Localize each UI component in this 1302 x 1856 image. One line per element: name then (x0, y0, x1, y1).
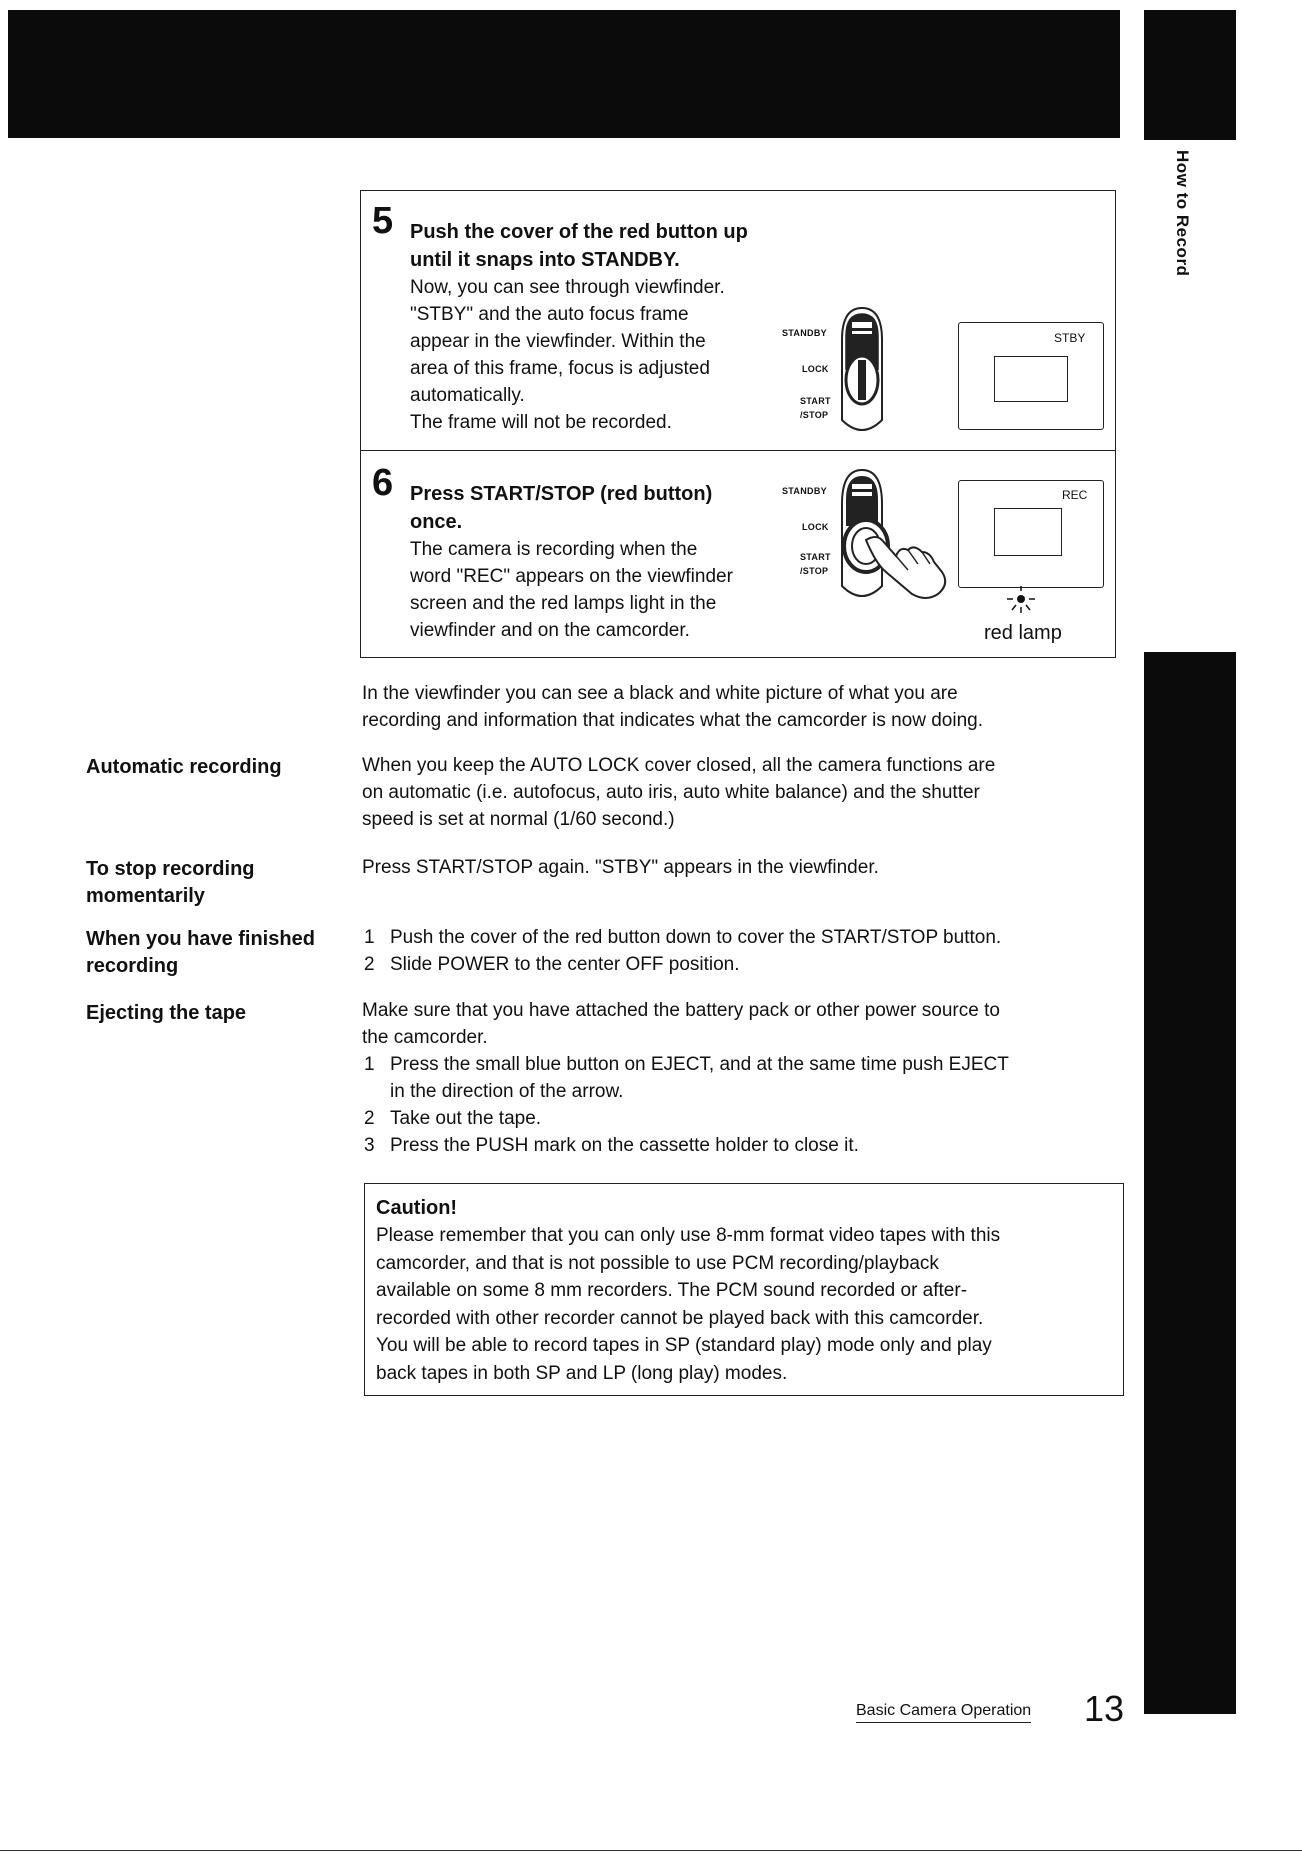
page-number: 13 (1084, 1688, 1125, 1729)
caution-line: back tapes in both SP and LP (long play) modes. (376, 1362, 788, 1384)
caution-body (376, 1222, 1000, 1387)
switch-label-standby: STANDBY (782, 486, 827, 496)
viewfinder-rec-text: REC (1062, 488, 1088, 502)
text-line: When you keep the AUTO LOCK cover closed, all the camera functions are (362, 755, 996, 776)
list-number: 1 (364, 1054, 375, 1075)
list-item (362, 1051, 1009, 1078)
viewfinder-stby-text: STBY (1054, 331, 1086, 345)
heading-line: Automatic recording (86, 756, 282, 778)
step-5-line: appear in the viewfinder. Within the (410, 331, 706, 352)
heading-stop-recording (86, 856, 255, 910)
heading-line: momentarily (86, 885, 205, 907)
intro-line: In the viewfinder you can see a black and white picture of what you are (362, 683, 958, 704)
switch-label-start: START (800, 396, 831, 406)
caution-line: available on some 8 mm recorders. The PCM sound recorded or after- (376, 1280, 968, 1301)
list-number: 2 (364, 954, 375, 975)
step-6-heading-line: Press START/STOP (red button) (410, 483, 713, 505)
start-stop-press-illustration (826, 460, 966, 610)
list-item (362, 1105, 1009, 1132)
heading-ejecting-tape (86, 1000, 246, 1027)
side-tab-bottom (1144, 652, 1236, 1714)
step-6-line: screen and the red lamps light in the (410, 593, 717, 614)
step-6-heading-line: once. (410, 511, 463, 533)
text-line: Press START/STOP again. "STBY" appears in the viewfinder. (362, 857, 879, 878)
heading-finished-recording (86, 926, 315, 980)
footer-section-label: Basic Camera Operation (856, 1702, 1031, 1723)
list-item (362, 1132, 1009, 1159)
list-text: Press the small blue button on EJECT, and at the same time push EJECT (390, 1054, 1009, 1075)
list-text: in the direction of the arrow. (390, 1081, 624, 1102)
step-5-heading (410, 218, 748, 274)
auto-focus-frame (994, 508, 1062, 556)
red-lamp-icon (1004, 584, 1038, 616)
list-number: 3 (364, 1135, 375, 1156)
caution-line: camcorder, and that is not possible to use PCM recording/playback (376, 1252, 939, 1274)
switch-label-stop: /STOP (800, 566, 829, 576)
stop-recording-text (362, 854, 879, 881)
text-line: speed is set at normal (1/60 second.) (362, 809, 675, 830)
bottom-rule (0, 1850, 1302, 1851)
step-5-line: automatically. (410, 385, 525, 406)
step-6-line: viewfinder and on the camcorder. (410, 620, 690, 641)
standby-switch-illustration (826, 300, 898, 444)
step-5-heading-line: Push the cover of the red button up (410, 221, 748, 243)
step-5-body (410, 274, 725, 436)
auto-focus-frame (994, 356, 1068, 402)
finished-recording-steps (362, 924, 1001, 978)
step-6-number: 6 (372, 462, 394, 504)
list-text: Take out the tape. (390, 1108, 542, 1129)
header-band (8, 10, 1120, 138)
list-text: Push the cover of the red button down to cover the START/STOP button. (390, 927, 1002, 948)
red-lamp-label: red lamp (984, 622, 1062, 644)
caution-title: Caution! (376, 1197, 458, 1219)
automatic-recording-text (362, 752, 995, 833)
intro-line: recording and information that indicates what the camcorder is now doing. (362, 710, 984, 731)
heading-line: recording (86, 955, 179, 977)
step-6-body (410, 536, 733, 644)
step-5-line: The frame will not be recorded. (410, 412, 672, 433)
ejecting-tape-text (362, 997, 1009, 1159)
switch-label-stop: /STOP (800, 410, 829, 420)
steps-divider (360, 450, 1116, 451)
side-tab (1144, 140, 1236, 320)
caution-line: recorded with other recorder cannot be played back with this camcorder. (376, 1307, 984, 1329)
list-text: Press the PUSH mark on the cassette holder to close it. (390, 1135, 859, 1156)
text-line: the camcorder. (362, 1027, 488, 1048)
caution-line: You will be able to record tapes in SP (standard play) mode only and play (376, 1335, 992, 1356)
step-6-line: The camera is recording when the (410, 539, 698, 560)
list-number: 1 (364, 927, 375, 948)
step-5-line: area of this frame, focus is adjusted (410, 358, 710, 379)
switch-label-start: START (800, 552, 831, 562)
heading-automatic-recording (86, 754, 282, 781)
heading-line: To stop recording (86, 858, 255, 880)
list-item (362, 924, 1001, 951)
caution-line: Please remember that you can only use 8-mm format video tapes with this (376, 1225, 1001, 1246)
step-5-line: Now, you can see through viewfinder. (410, 277, 725, 298)
text-line: on automatic (i.e. autofocus, auto iris, auto white balance) and the shutter (362, 782, 980, 803)
list-text: Slide POWER to the center OFF position. (390, 954, 740, 975)
text-line: Make sure that you have attached the battery pack or other power source to (362, 1000, 1000, 1021)
switch-label-lock: LOCK (802, 364, 829, 374)
list-item-continuation (362, 1078, 1009, 1105)
step-5-heading-line: until it snaps into STANDBY. (410, 249, 680, 271)
step-5-line: "STBY" and the auto focus frame (410, 304, 689, 325)
heading-line: When you have finished (86, 928, 315, 950)
switch-label-lock: LOCK (802, 522, 829, 532)
intro-paragraph (362, 680, 983, 734)
step-6-heading (410, 480, 712, 536)
step-6-line: word "REC" appears on the viewfinder (410, 566, 733, 587)
switch-label-standby: STANDBY (782, 328, 827, 338)
heading-line: Ejecting the tape (86, 1002, 247, 1024)
step-5-number: 5 (372, 200, 394, 242)
list-item (362, 951, 1001, 978)
side-tab-label: How to Record (1173, 150, 1192, 277)
list-number: 2 (364, 1108, 375, 1129)
